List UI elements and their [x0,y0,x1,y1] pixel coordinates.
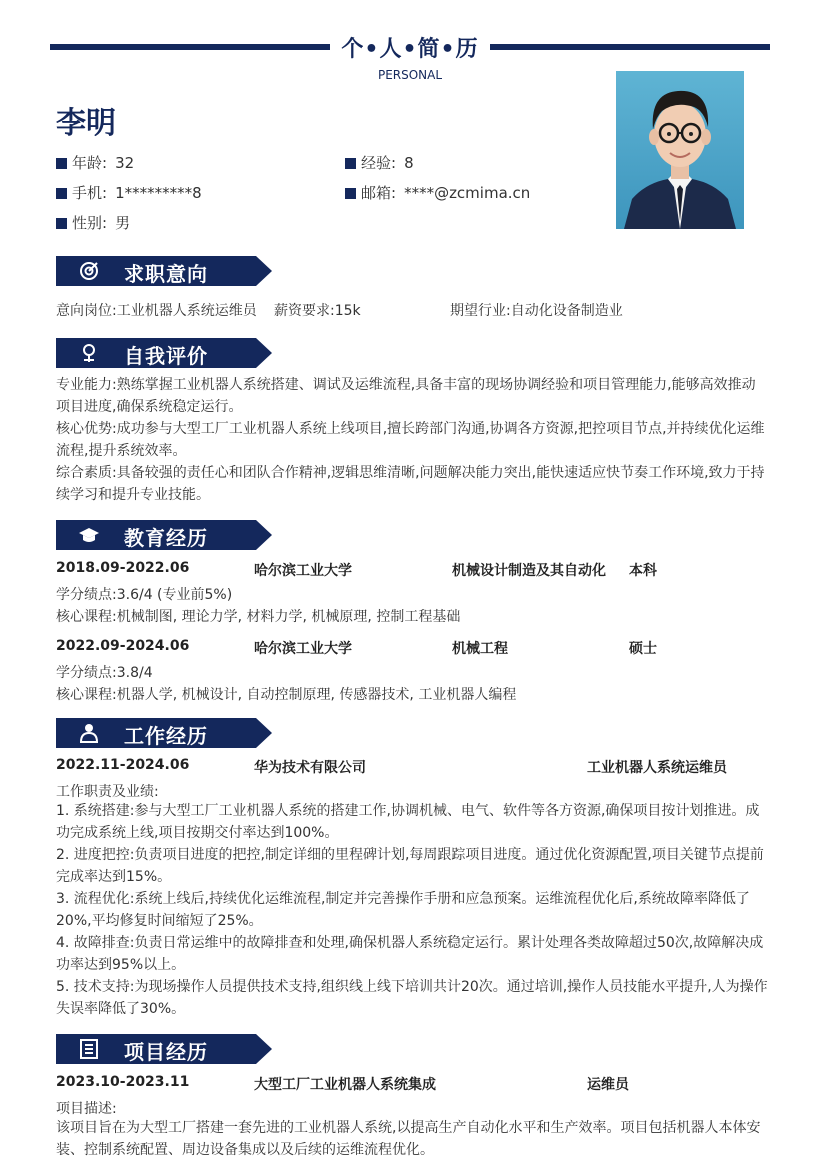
edu-school: 哈尔滨工业大学 [254,563,352,579]
section-header-project [56,1034,272,1064]
project-role: 运维员 [587,1077,629,1093]
header-rule-right [490,44,770,50]
bullet-square-icon [56,158,67,169]
edu-courses: 核心课程:机器人学, 机械设计, 自动控制原理, 传感器技术, 工业机器人编程 [56,687,517,703]
self-eval-item: 综合素质:具备较强的责任心和团队合作精神,逻辑思维清晰,问题解决能力突出,能快速适应快节奏工作环境,致力于持续学习和提升专业技能。 [56,465,765,503]
edu-gpa: 学分绩点:3.6/4 (专业前5%) [56,587,233,603]
experience-value: 8 [404,154,414,172]
work-item: 4. 故障排查:负责日常运维中的故障排查和处理,确保机器人系统稳定运行。累计处理各类故障超过50次,故障解决成功率达到95%以上。 [56,935,764,973]
work-row [56,757,768,777]
candidate-name: 李明 [56,106,116,141]
list-document-icon [78,1039,100,1059]
intent-salary: 薪资要求:15k [274,303,361,319]
project-description: 该项目旨在为大型工厂搭建一套先进的工业机器人系统,以提高生产自动化水平和生产效率。项目包括机器人本体安装、控制系统配置、周边设备集成以及后续的运维流程优化。 [56,1120,761,1158]
work-company: 华为技术有限公司 [254,760,366,776]
bullet-square-icon [56,218,67,229]
edu-major: 机械设计制造及其自动化 [452,563,606,579]
phone-info: 手机: 1*********8 [56,183,202,203]
project-desc-label: 项目描述: [56,1101,117,1117]
edu-degree: 硕士 [629,641,657,657]
resume-subtitle: PERSONAL [377,68,443,82]
work-duty-label: 工作职责及业绩: [56,784,159,800]
graduation-cap-icon [78,525,100,545]
project-row [56,1074,768,1094]
section-title: 自我评价 [124,344,208,368]
project-name: 大型工厂工业机器人系统集成 [254,1077,436,1093]
resume-title: 个•人•简•历 [341,37,479,62]
education-row [56,560,768,580]
section-title: 求职意向 [124,262,208,286]
edu-date: 2022.09-2024.06 [56,638,190,654]
section-header-self-eval [56,338,272,368]
work-item: 2. 进度把控:负责项目进度的把控,制定详细的里程碑计划,每周跟踪项目进度。通过优化资源配置,项目关键节点提前完成率达到15%。 [56,847,764,885]
bullet-square-icon [345,158,356,169]
age-value: 32 [115,154,135,172]
profile-photo [616,71,744,229]
project-date: 2023.10-2023.11 [56,1074,190,1090]
work-date: 2022.11-2024.06 [56,757,190,773]
edu-school: 哈尔滨工业大学 [254,641,352,657]
edu-date: 2018.09-2022.06 [56,560,190,576]
edu-major: 机械工程 [452,641,508,657]
age-info: 年龄: 32 [56,153,134,173]
edu-degree: 本科 [629,563,657,579]
experience-info: 经验: 8 [345,153,414,173]
award-icon [78,343,100,363]
edu-gpa: 学分绩点:3.8/4 [56,665,153,681]
self-eval-item: 专业能力:熟练掌握工业机器人系统搭建、调试及运维流程,具备丰富的现场协调经验和项目管理能力,能够高效推动项目进度,确保系统稳定运行。 [56,377,756,415]
education-row [56,638,768,658]
work-role: 工业机器人系统运维员 [587,760,727,776]
phone-value: 1*********8 [115,184,202,202]
email-value: ****@zcmima.cn [404,184,531,202]
email-info: 邮箱: ****@zcmima.cn [345,183,530,203]
gender-value: 男 [115,214,131,232]
intent-industry: 期望行业:自动化设备制造业 [450,303,623,319]
intent-position: 意向岗位:工业机器人系统运维员 [56,303,257,319]
self-eval-item: 核心优势:成功参与大型工厂工业机器人系统上线项目,擅长跨部门沟通,协调各方资源,把控项目节点,并持续优化运维流程,提升系统效率。 [56,421,765,459]
edu-courses: 核心课程:机械制图, 理论力学, 材料力学, 机械原理, 控制工程基础 [56,609,461,625]
section-title: 项目经历 [124,1040,208,1064]
header-rule-left [50,44,330,50]
section-header-work [56,718,272,748]
section-header-education [56,520,272,550]
section-title: 工作经历 [124,724,208,748]
work-item: 3. 流程优化:系统上线后,持续优化运维流程,制定并完善操作手册和应急预案。运维流程优化后,系统故障率降低了20%,平均修复时间缩短了25%。 [56,891,750,929]
work-item: 1. 系统搭建:参与大型工厂工业机器人系统的搭建工作,协调机械、电气、软件等各方资源,确保项目按计划推进。成功完成系统上线,项目按期交付率达到100%。 [56,803,760,841]
section-title: 教育经历 [124,526,208,550]
work-item: 5. 技术支持:为现场操作人员提供技术支持,组织线上线下培训共计20次。通过培训,操作人员技能水平提升,人为操作失误率降低了30%。 [56,979,768,1017]
bullet-square-icon [56,188,67,199]
bullet-square-icon [345,188,356,199]
target-icon [78,261,100,281]
gender-info: 性别: 男 [56,213,130,233]
section-header-intent [56,256,272,286]
person-icon [78,723,100,743]
